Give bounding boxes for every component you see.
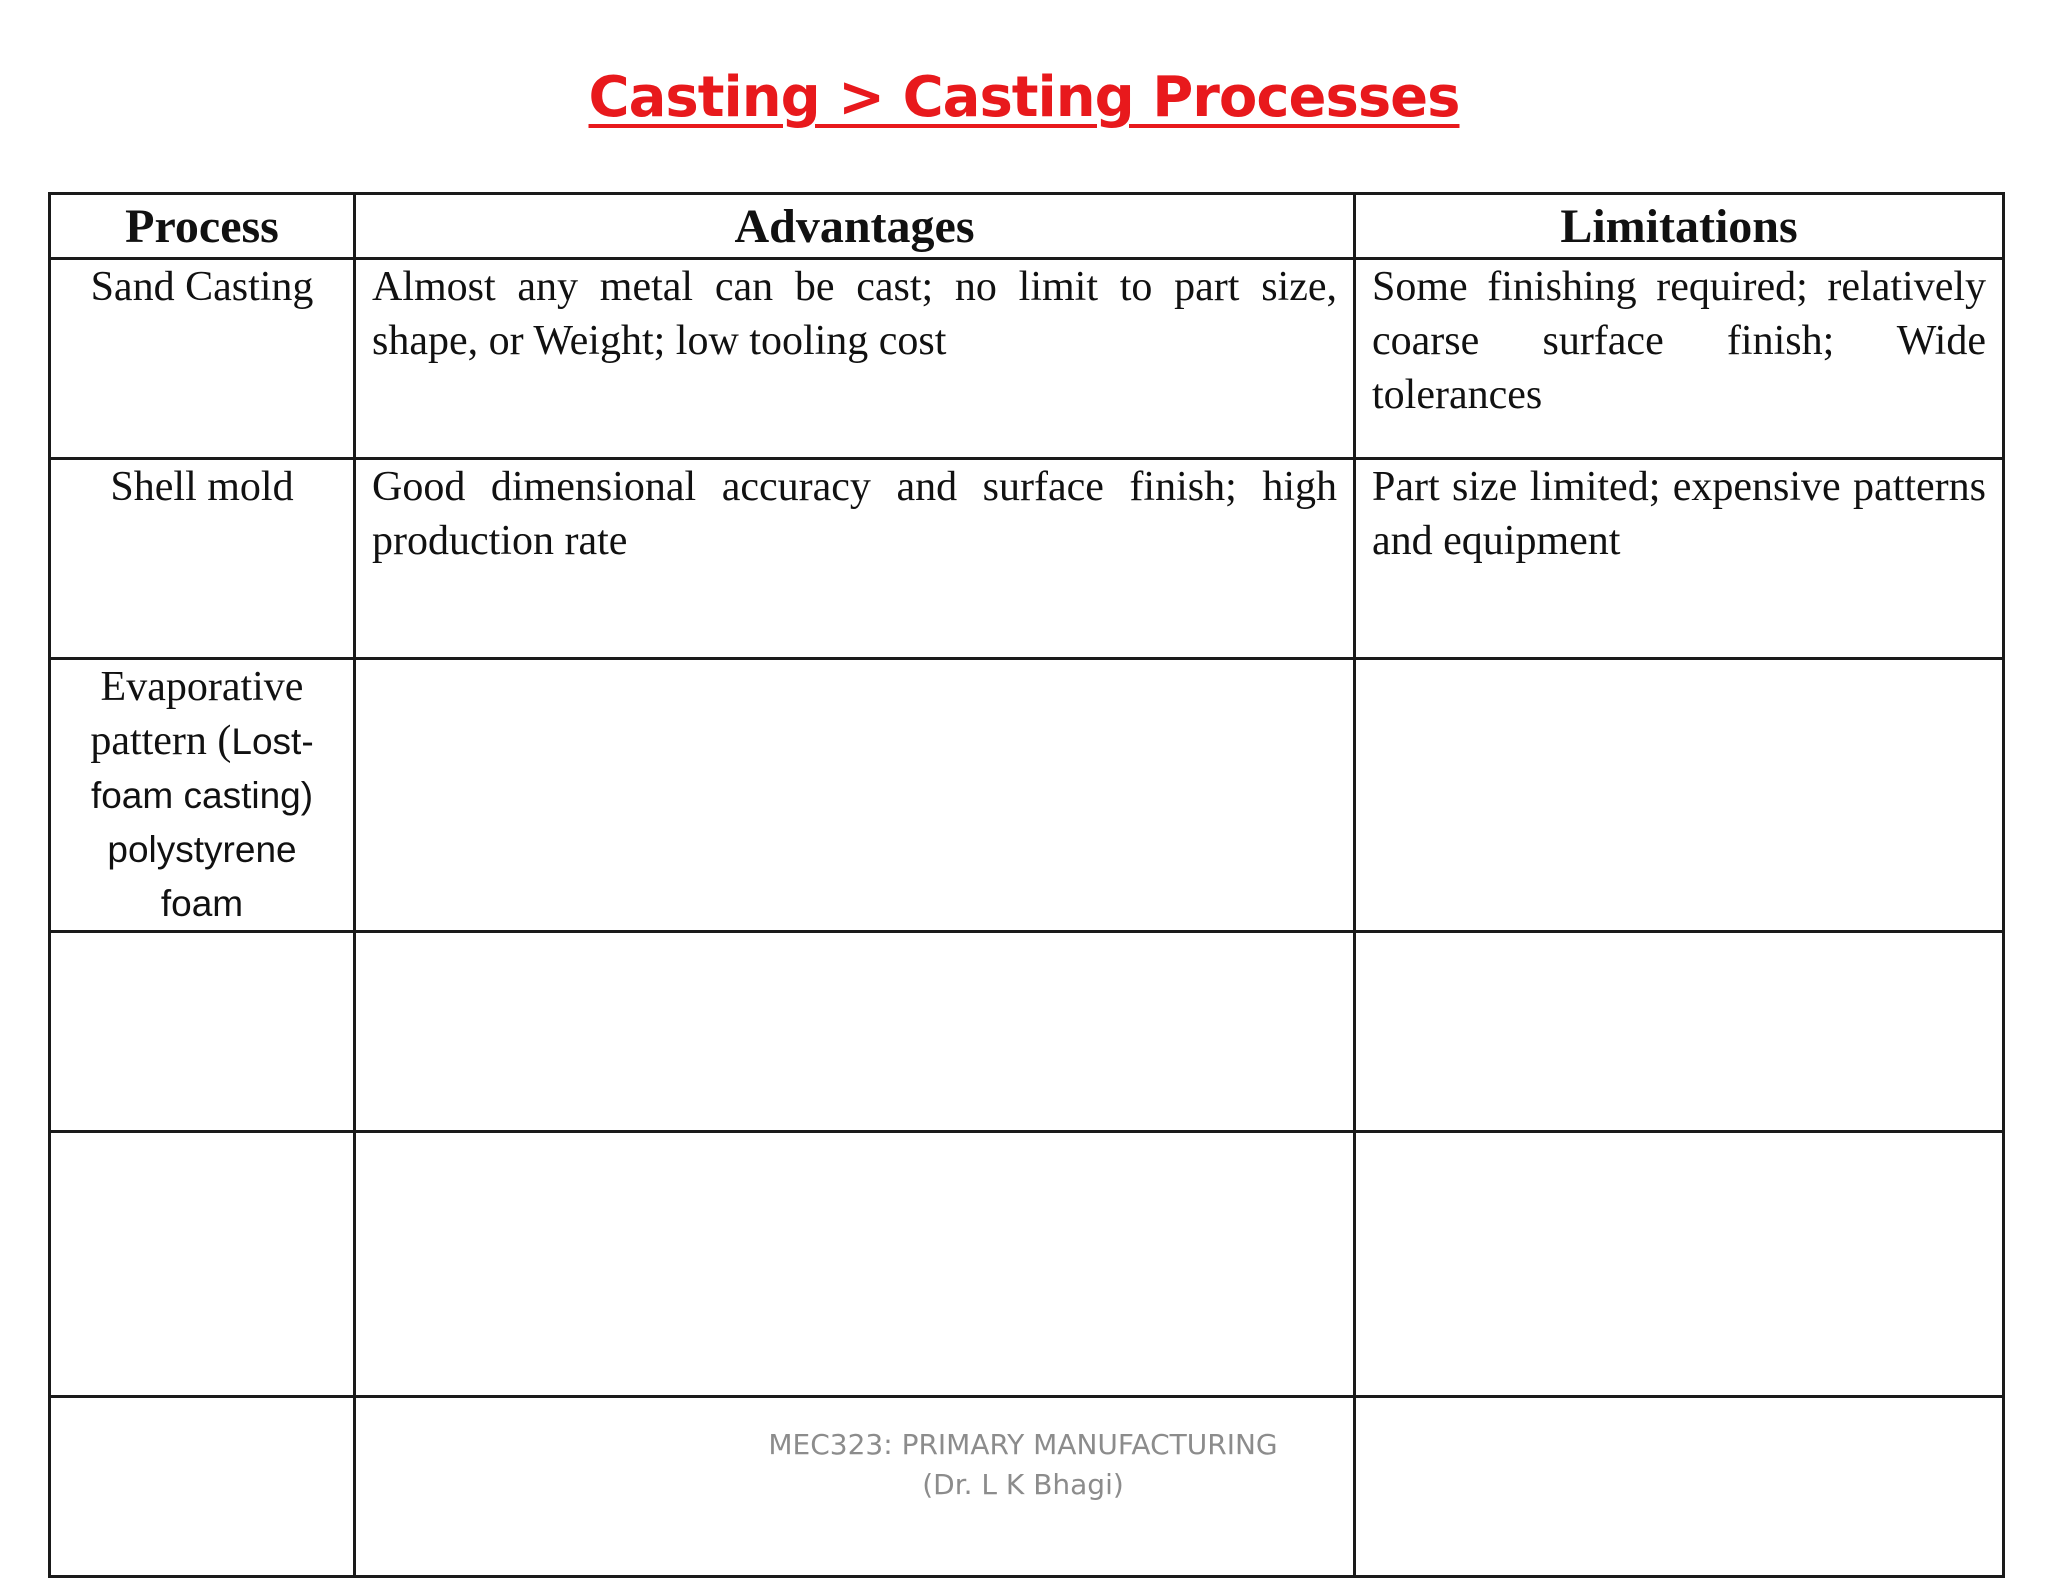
table-row <box>50 1132 2004 1397</box>
process-cell: Sand Casting <box>50 259 355 459</box>
empty-cell <box>1355 932 2004 1132</box>
table-row <box>50 932 2004 1132</box>
empty-cell <box>50 1397 355 1577</box>
header-advantages: Advantages <box>355 194 1355 259</box>
slide-title <box>0 62 2048 134</box>
advantages-cell: Good dimensional accuracy and surface finish; high production rate <box>355 459 1355 659</box>
limitations-cell <box>1355 659 2004 932</box>
process-cell: Shell mold <box>50 459 355 659</box>
header-limitations: Limitations <box>1355 194 2004 259</box>
empty-cell <box>355 1132 1355 1397</box>
casting-processes-table <box>48 192 2005 1578</box>
empty-cell <box>50 932 355 1132</box>
footer-author: (Dr. L K Bhagi) <box>922 1468 1124 1501</box>
table-row <box>50 459 2004 659</box>
header-row <box>50 194 2004 259</box>
limitations-cell: Part size limited; expensive patterns and equipment <box>1355 459 2004 659</box>
process-main-text: Evaporative pattern ( <box>90 664 304 764</box>
table-row <box>50 259 2004 459</box>
footer-course: MEC323: PRIMARY MANUFACTURING <box>768 1428 1278 1461</box>
slide-footer <box>560 1425 1486 1505</box>
slide-title-text: Casting > Casting Processes <box>588 65 1460 130</box>
advantages-cell: Almost any metal can be cast; no limit to part size, shape, or Weight; low tooling cost <box>355 259 1355 459</box>
advantages-cell <box>355 659 1355 932</box>
empty-cell <box>355 932 1355 1132</box>
empty-cell <box>1355 1132 2004 1397</box>
header-process: Process <box>50 194 355 259</box>
empty-cell <box>50 1132 355 1397</box>
limitations-cell: Some finishing required; relatively coarse surface finish; Wide tolerances <box>1355 259 2004 459</box>
table-row <box>50 659 2004 932</box>
process-cell <box>50 659 355 932</box>
process-note-text: Lost-foam casting) polystyrene foam <box>90 721 314 924</box>
